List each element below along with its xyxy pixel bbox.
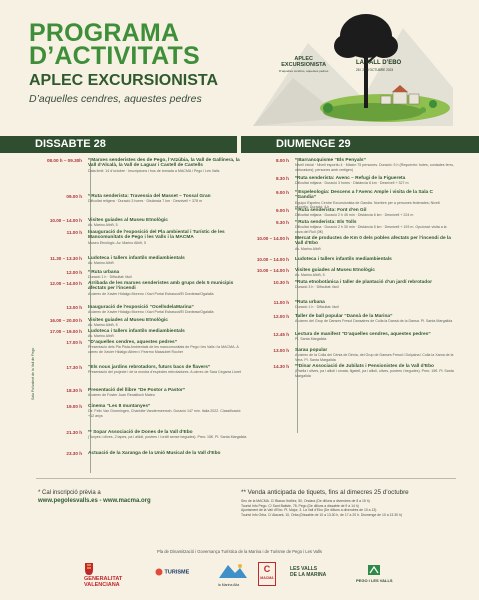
- event-body: [88, 365, 248, 375]
- sunday-schedule: [247, 158, 457, 433]
- gva-line1: GENERALITAT: [84, 576, 123, 582]
- event-time: 17.00 – 19.00 h: [49, 329, 82, 334]
- day-header-saturday: DISSABTE 28: [0, 136, 237, 153]
- day-header-sunday: DIUMENGE 29: [241, 136, 479, 153]
- event-detail: Nivell inicial · Nivell esportiu 4 · Màxim 75 persones. Duració: 5 h (Requereix: botes, cordades ferro, obturadors); persones amb vertigen): [295, 163, 454, 172]
- event-body: [88, 430, 248, 440]
- gva-emblem-icon: [84, 562, 94, 576]
- event-name: ** Sopar Associació de Dones de la Vall d’Ebo: [88, 430, 193, 435]
- event-body: [88, 305, 248, 315]
- event-body: [295, 190, 455, 209]
- saturday-side-label: [31, 340, 39, 400]
- event-detail: Presentació del projecte i de la mostra d’espècies rebrotadores. A càrrec de Sara Cegarra Lloret: [88, 370, 242, 375]
- event-time: 16.00 – 20.00 h: [49, 318, 82, 323]
- event-body: [295, 332, 455, 342]
- event-body: [88, 329, 248, 339]
- event-name: Visites guiades al Museu Etnològic: [295, 268, 375, 273]
- poster-place: LA VALL D’EBO: [356, 60, 402, 66]
- event-time: 9.00 h: [275, 190, 289, 195]
- event-body: [88, 404, 248, 418]
- logo-les-valls: [290, 566, 326, 578]
- event-body: [295, 208, 455, 218]
- event-name: * Ruta senderista: Travessia del Masset – Tossal Gran: [88, 194, 211, 199]
- footer-divider: [36, 478, 456, 479]
- event-detail: Av. Marino Albiñ, 5: [88, 223, 118, 228]
- poster-aplec-small: D’aquelles cendres, aquestes pedres: [279, 69, 329, 73]
- event-time: 10.00 – 14.00 h: [49, 218, 82, 223]
- event-name: Taller de ball popular “Dansà de la Marina”: [295, 314, 393, 319]
- event-detail: Av. Marino Albiñ: [88, 261, 114, 266]
- event-name: Arribada de les marxes senderistes amb grups dels 5 municipis afectats per l’incendi: [88, 281, 234, 292]
- footer-inscription: [38, 489, 238, 505]
- event-time: 09.00 h: [66, 194, 82, 199]
- event-time: 13.00 h: [66, 305, 82, 310]
- event-time: 12.00 – 14.00 h: [49, 281, 82, 286]
- event-name: “D’aquelles cendres, aquestes pedres”: [88, 340, 178, 345]
- event-body: [88, 270, 248, 280]
- event-name: Visites guiades al Museu Etnològic: [88, 318, 168, 323]
- event-detail: A càrrec de Xavier Hidalgo Moreno i Xavi Portal Esbascot/El Dordeaw/Ogalalla: [88, 291, 214, 296]
- event-body: [295, 314, 455, 324]
- event-detail: Museu Etnològic. Av. Marino Albiñ, 5: [88, 240, 146, 245]
- logo-generalitat: [84, 562, 122, 588]
- event-name: Inauguració de l’exposició del Pla ambiental i Turístic de les Mancomunitats de Pego i les Valls i la MACMA: [88, 230, 225, 241]
- event-detail: A càrrec de la Colla del Cénia de Dénia, del Grup de Danses Fresol i Dolçaina i Colla la Xarxa de la Vera. Pl. Santa Margalida: [295, 353, 454, 362]
- title-line2: D’ACTIVITATS: [29, 42, 200, 70]
- inscription-note: * Cal inscripció prèvia a: [38, 490, 101, 496]
- event-time: 11.30 – 13.30 h: [50, 256, 82, 261]
- event-time: 10.30 h: [273, 280, 289, 285]
- event-body: [88, 230, 248, 245]
- poster-dates: 28 I 29 D’OCTUBRE 2023: [356, 68, 394, 72]
- event-name: * Espeleologia: Descens a l’Avenc Ample i visita de la Sala C “Gandia”: [295, 190, 434, 201]
- event-name: Actuació de la Xaranga de la Unió Musical de la Vall d’Ebo: [88, 451, 221, 456]
- event-body: [88, 388, 248, 398]
- event-detail: Dificultat rellgera · Duració 3 hores · Distància 7 km · Desnivell + 378 m: [88, 199, 202, 204]
- event-body: [88, 340, 248, 354]
- event-time: 12.00 h: [66, 270, 82, 275]
- event-detail: Av. Marino Albiñ, 5: [88, 323, 118, 328]
- event-name: Lectura de manifest “D’aquelles cendres, aquestes pedres”: [295, 332, 431, 337]
- marina-label: la Marina Alta: [218, 583, 240, 587]
- event-time: 9.30 h: [275, 220, 289, 225]
- ticket-point: Ajuntament de la Vall d’Ebo. Pl. Major, 3. La Vall d’Ebo (De dilluns a divendres de 10 a 13): [241, 508, 377, 513]
- event-name: * Marxes senderistes des de Pego, l’Atzúbia, la Vall de Gallinera, la Vall d’Alcalà, la Vall de Laguar i Castell de Castells: [88, 158, 240, 169]
- logo-macma: [258, 562, 276, 586]
- event-body: [295, 236, 455, 251]
- event-name: * Ruta senderista: Els Tolls: [295, 220, 357, 225]
- page-tagline: D’aquelles cendres, aquestes pedres: [29, 93, 202, 105]
- event-detail: A càrrec del Grup de Danses Fresol Dansaires de Colla la Dansà de la Dansa. Pl. Santa Margalida: [295, 319, 453, 324]
- event-name: * Ruta senderista: Font d’en Gil: [295, 208, 367, 213]
- event-body: [295, 257, 455, 262]
- event-body: [295, 280, 455, 290]
- event-body: [295, 348, 455, 362]
- event-time: 10.00 – 14.00 h: [256, 257, 289, 262]
- event-time: 19.00 h: [66, 404, 82, 409]
- lesvalls-line2: DE LA MARINA: [290, 572, 327, 578]
- event-body: [295, 220, 455, 234]
- event-name: Inauguració de l’exposició “OcellsdelaMarina”: [88, 305, 194, 310]
- url-separator: -: [97, 498, 104, 504]
- poster-place-label: [356, 60, 401, 74]
- event-body: [295, 176, 455, 186]
- poster-aplec-label: [279, 56, 328, 74]
- ticket-point: Seu de la MACMA. C/ Blasco Ibáñez, 50, Ondara (De dilluns a divendres de 8 a 15 h): [241, 499, 370, 503]
- event-detail: A càrrec de Foster Juan Recatiloch Mateu: [88, 393, 155, 398]
- event-time: 10.00 – 14.00 h: [256, 236, 289, 241]
- page-subtitle: APLEC EXCURSIONISTA: [29, 72, 219, 89]
- event-body: [88, 451, 248, 456]
- turisme-emblem-icon: [155, 568, 163, 576]
- event-time: 17.00 h: [66, 340, 82, 345]
- saturday-schedule: [40, 158, 247, 473]
- event-body: [295, 268, 455, 278]
- logo-turisme: [155, 568, 189, 576]
- event-name: **Dinar Associació de Jubilats i Pensionistes de la Vall d’Ebo: [295, 364, 434, 369]
- event-time: 9.00 h: [275, 208, 289, 213]
- poster-aplec-line1: APLEC: [294, 56, 313, 62]
- turisme-label: TURISME: [164, 569, 190, 576]
- event-detail: A càrrec de Xavier Hidalgo Moreno i Xavi Portal Esbascot/El Dordeaw/Ogalalla: [88, 310, 214, 315]
- ticket-point: Tourist Info Orba. C/ Alacant, 10, Orba (Dissabte de 10 a 13.30 h, de 17 a 20 h. Diumenge de 10 a 13.30 h): [241, 512, 402, 517]
- event-detail: Presentació dels Pla Pista Ambientals de les mancomunitats de Pego i les Valls i la MACMA. A càrrec de Xavier Hidalgo Albero i Fearmo Masaubet Rocher: [88, 345, 239, 354]
- event-name: *Ruta urbana: [295, 300, 325, 305]
- event-body: [295, 364, 455, 378]
- event-detail: (Paella i olives, pa i allioli i orxata, figatell, pa i allioli, olives, postres i begudes). Preu: 15€. Pl. Santa Margalida: [295, 369, 454, 378]
- event-body: [295, 300, 455, 310]
- event-detail: Duració 3 h · Dificultat: fàcil: [295, 285, 339, 290]
- event-detail: (Tonyes i olives, 2 tapes, pa i allioli, postres i i orxill sense begudes). Preu: 15€. Pl. Santa Margalida: [88, 435, 247, 440]
- event-body: [295, 158, 455, 172]
- event-time: 14.30 h: [273, 364, 289, 369]
- marina-alta-emblem-icon: [218, 562, 248, 580]
- event-body: [88, 256, 248, 266]
- event-time: 12.45 h: [273, 332, 289, 337]
- event-time: 13.00 h: [273, 348, 289, 353]
- footer-tickets: [241, 489, 456, 517]
- side-label-text: Sala Polivalent de la Vall de Pego: [31, 347, 35, 400]
- event-name: Ludoteca i tallers infantils mediambientals: [295, 257, 392, 262]
- event-name: *Ruta etnobotànica i taller de plantació d’un jardí rebrotador: [295, 280, 432, 285]
- title-line1: PROGRAMA: [29, 19, 180, 47]
- tickets-note: ** Venda anticipada de tiquets, fins al dimecres 25 d’octubre: [241, 489, 409, 496]
- pego-label: PEGO I LES VALLS: [356, 578, 393, 583]
- event-time: 8.00 h: [275, 158, 289, 163]
- event-name: Visites guiades al Museu Etnològic: [88, 218, 168, 223]
- event-detail: Data límit: 14 d’octubre · Inscripcions i bus de tornada a MACMA i Pego i Les Valls: [88, 168, 220, 173]
- sponsor-logos: [0, 562, 479, 592]
- event-name: Ludoteca i tallers infantils mediambientals: [88, 329, 185, 334]
- macma-label: MACMA: [260, 576, 274, 580]
- event-time: 23.30 h: [66, 451, 82, 456]
- event-time: 17.30 h: [66, 365, 82, 370]
- event-detail: Dir. Felix Van Groeningen, Charlotte Vandermeersch. Duració 147 min. Italia 2022. Classificació: +12 anys: [88, 409, 242, 418]
- event-time: 12.00 h: [273, 314, 289, 319]
- macma-mark: C: [263, 564, 271, 574]
- event-detail: Pl. Santa Margalida: [295, 337, 327, 342]
- event-name: *Ruta senderista: Avenc – Refugi de la Figuereta: [295, 176, 406, 181]
- event-name: Cinema “Les 8 muntanyes”: [88, 404, 151, 409]
- event-time: 8.30 h: [275, 176, 289, 181]
- link-macma[interactable]: www.macma.org: [103, 498, 151, 504]
- event-name: * Barrancquisme “Els Penyals”: [295, 158, 366, 163]
- event-name: Ludoteca i tallers infantils mediambientals: [88, 256, 185, 261]
- event-time: 21.30 h: [66, 430, 82, 435]
- gva-line2: VALENCIANA: [84, 582, 120, 588]
- event-body: [88, 318, 248, 328]
- event-detail: Av. Marino Albiñ, 5: [295, 273, 325, 278]
- event-body: [88, 281, 248, 296]
- event-detail: Dificultat mitjana · Duració 2 h 45 min · Distància 6 km · Desnivell + 224 m: [295, 213, 414, 218]
- ticket-point: Tourist Info Pego. C/ Sant Batiste, 78, Pego (De dilluns a dissabte de 9 a 14 h): [241, 503, 359, 508]
- pego-emblem-icon: [367, 564, 381, 576]
- event-body: [88, 158, 248, 173]
- event-detail: Dificultat mitjana · Duració 3 hores · Distància 8 km · Desnivell + 327 m: [295, 181, 409, 186]
- event-name: Sarau popular: [295, 348, 328, 353]
- page-title: [29, 19, 200, 70]
- logo-pego-les-valls: [356, 564, 393, 584]
- funding-credit: Pla de Dinamització i Governança Turística de la Marina i de Turisme de Pego i Les Valls: [157, 549, 322, 554]
- event-name: * Ruta urbana: [88, 270, 120, 275]
- event-detail: Equipo Espeleo Centre Excursionista de Gandia. Nombre per a persones federades; Nivell: esportiu. Duració: 4 h: [295, 200, 441, 210]
- event-time: 11.00 h: [273, 300, 289, 305]
- event-name: Presentació del llibre “De Postor a Pastor”: [88, 388, 186, 393]
- event-detail: Av. Marino Albiñ: [295, 246, 321, 251]
- event-time: 11.00 h: [66, 230, 82, 235]
- event-detail: Duració 1 h · Dificultat: fàcil: [295, 305, 339, 310]
- logo-marina-alta: [218, 562, 248, 588]
- event-name: Mercat de productes de Km 0 dels pobles afectats per l’incendi de la Vall d’Ebo: [295, 236, 451, 247]
- event-detail: Dificultat mitjana · Duració 2 h 30 min · Distància 5 km · Desnivell + 193 m. Opcional: visita a la cova del Rull (3€): [295, 225, 447, 234]
- event-time: 18.30 h: [66, 388, 82, 393]
- event-time: 10.00 – 14.00 h: [256, 268, 289, 273]
- event-time: 08.00 h – 09.30h: [47, 158, 82, 163]
- event-name: “Els nous jardins rebrotadors, futurs bacs de flavers”: [88, 365, 211, 370]
- link-pegolesvalls[interactable]: www.pegolesvalls.es: [38, 498, 98, 504]
- event-body: [88, 194, 248, 204]
- event-detail: Av. Marino Albiñ: [88, 334, 114, 339]
- poster-aplec-line2: EXCURSIONISTA: [281, 62, 327, 68]
- event-body: [88, 218, 248, 228]
- event-detail: Duració 1 h · Dificultat: fàcil: [88, 275, 132, 280]
- lesvalls-line1: LES VALLS: [290, 566, 318, 572]
